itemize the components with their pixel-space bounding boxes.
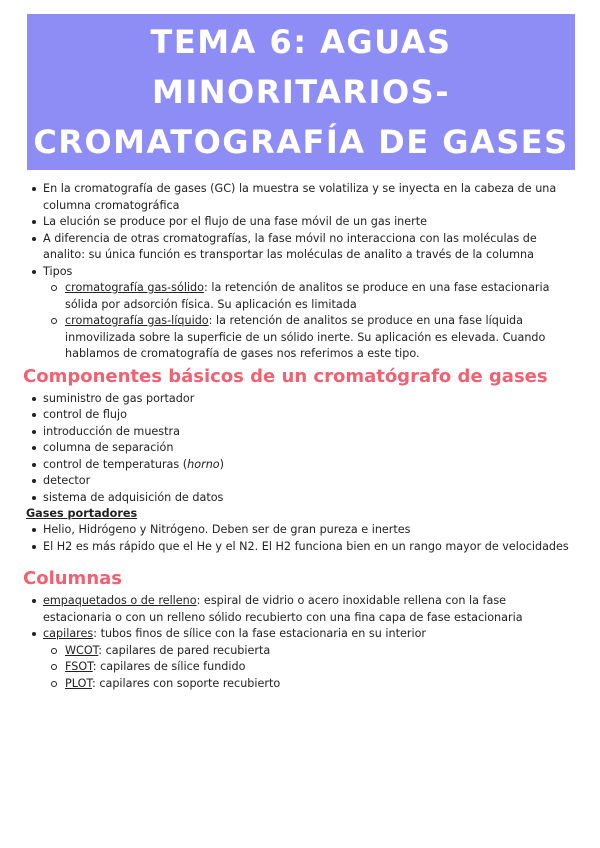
term-gas-liquido: cromatografía gas-líquido: [65, 314, 209, 327]
componentes-list: [26, 391, 578, 507]
list-item: [43, 280, 578, 313]
list-item: [43, 676, 578, 693]
term-desc: : la retención de analitos se produce en una fase estacionaria sólida por adsorción física. Su aplicación es limitada: [65, 281, 550, 311]
list-item: [43, 643, 578, 660]
title-line-2: MINORITARIOS-: [152, 73, 450, 111]
list-item: suministro de gas portador: [26, 391, 578, 408]
term-wcot: WCOT: [65, 643, 99, 657]
list-item: sistema de adquisición de datos: [26, 490, 578, 507]
item-close: ): [219, 457, 225, 471]
term-desc: : espiral de vidrio o acero inoxidable rellena con la fase estacionaria o con un relleno sólido recubierto con una fina capa de fase estacionaria: [43, 594, 523, 624]
horno-text: horno: [187, 457, 220, 471]
list-item: introducción de muestra: [26, 424, 578, 441]
list-item: columna de separación: [26, 440, 578, 457]
term-plot: PLOT: [65, 676, 92, 690]
gases-list: [26, 522, 578, 555]
term-desc: : tubos finos de sílice con la fase estacionaria en su interior: [93, 627, 427, 640]
capilares-sublist: [43, 643, 578, 693]
gases-heading: Gases portadores: [26, 507, 138, 520]
list-item: detector: [26, 473, 578, 490]
tipos-label: Tipos: [43, 264, 73, 278]
componentes-heading: Componentes básicos de un cromatógrafo de gases: [23, 365, 548, 387]
list-item: Helio, Hidrógeno y Nitrógeno. Deben ser de gran pureza e inertes: [26, 522, 578, 539]
term-capilares: capilares: [43, 627, 94, 640]
list-item: El H2 es más rápido que el He y el N2. El H2 funciona bien en un rango mayor de velocidades: [26, 539, 578, 556]
document-body: [23, 181, 578, 692]
list-item: A diferencia de otras cromatografías, la fase móvil no interacciona con las moléculas de analito: su única función es transportar las moléculas de analito a través de la columna: [26, 231, 578, 264]
list-item: control de flujo: [26, 407, 578, 424]
term-desc: : capilares de pared recubierta: [98, 643, 271, 657]
list-item: [43, 313, 578, 363]
term-desc: : la retención de analitos se produce en una fase líquida inmovilizada sobre la superficie de un sólido inerte. Su aplicación es elevada. Cuando hablamos de cromatografía de gases nos referimos a este tipo.: [65, 314, 546, 360]
term-desc: : capilares de sílice fundido: [92, 660, 246, 673]
list-item: [26, 457, 578, 474]
columnas-list: [26, 593, 578, 692]
term-gas-solido: cromatografía gas-sólido: [65, 281, 205, 294]
intro-list: [26, 181, 578, 363]
title-banner: [27, 14, 575, 170]
list-item: [26, 626, 578, 692]
term-fsot: FSOT: [65, 660, 93, 673]
list-item: La elución se produce por el flujo de una fase móvil de un gas inerte: [26, 214, 578, 231]
list-item: [26, 593, 578, 626]
columnas-heading: Columnas: [23, 568, 122, 589]
list-item: En la cromatografía de gases (GC) la muestra se volatiliza y se inyecta en la cabeza de una columna cromatográfica: [26, 181, 578, 214]
list-item: [26, 264, 578, 363]
list-item: [43, 659, 578, 676]
term-empaquetados: empaquetados o de relleno: [43, 594, 197, 607]
title-line-1: TEMA 6: AGUAS: [150, 23, 452, 61]
title-line-3: CROMATOGRAFÍA DE GASES: [33, 123, 569, 161]
tipos-sublist: [43, 280, 578, 363]
item-text: control de temperaturas (: [43, 457, 188, 471]
term-desc: : capilares con soporte recubierto: [92, 676, 281, 690]
